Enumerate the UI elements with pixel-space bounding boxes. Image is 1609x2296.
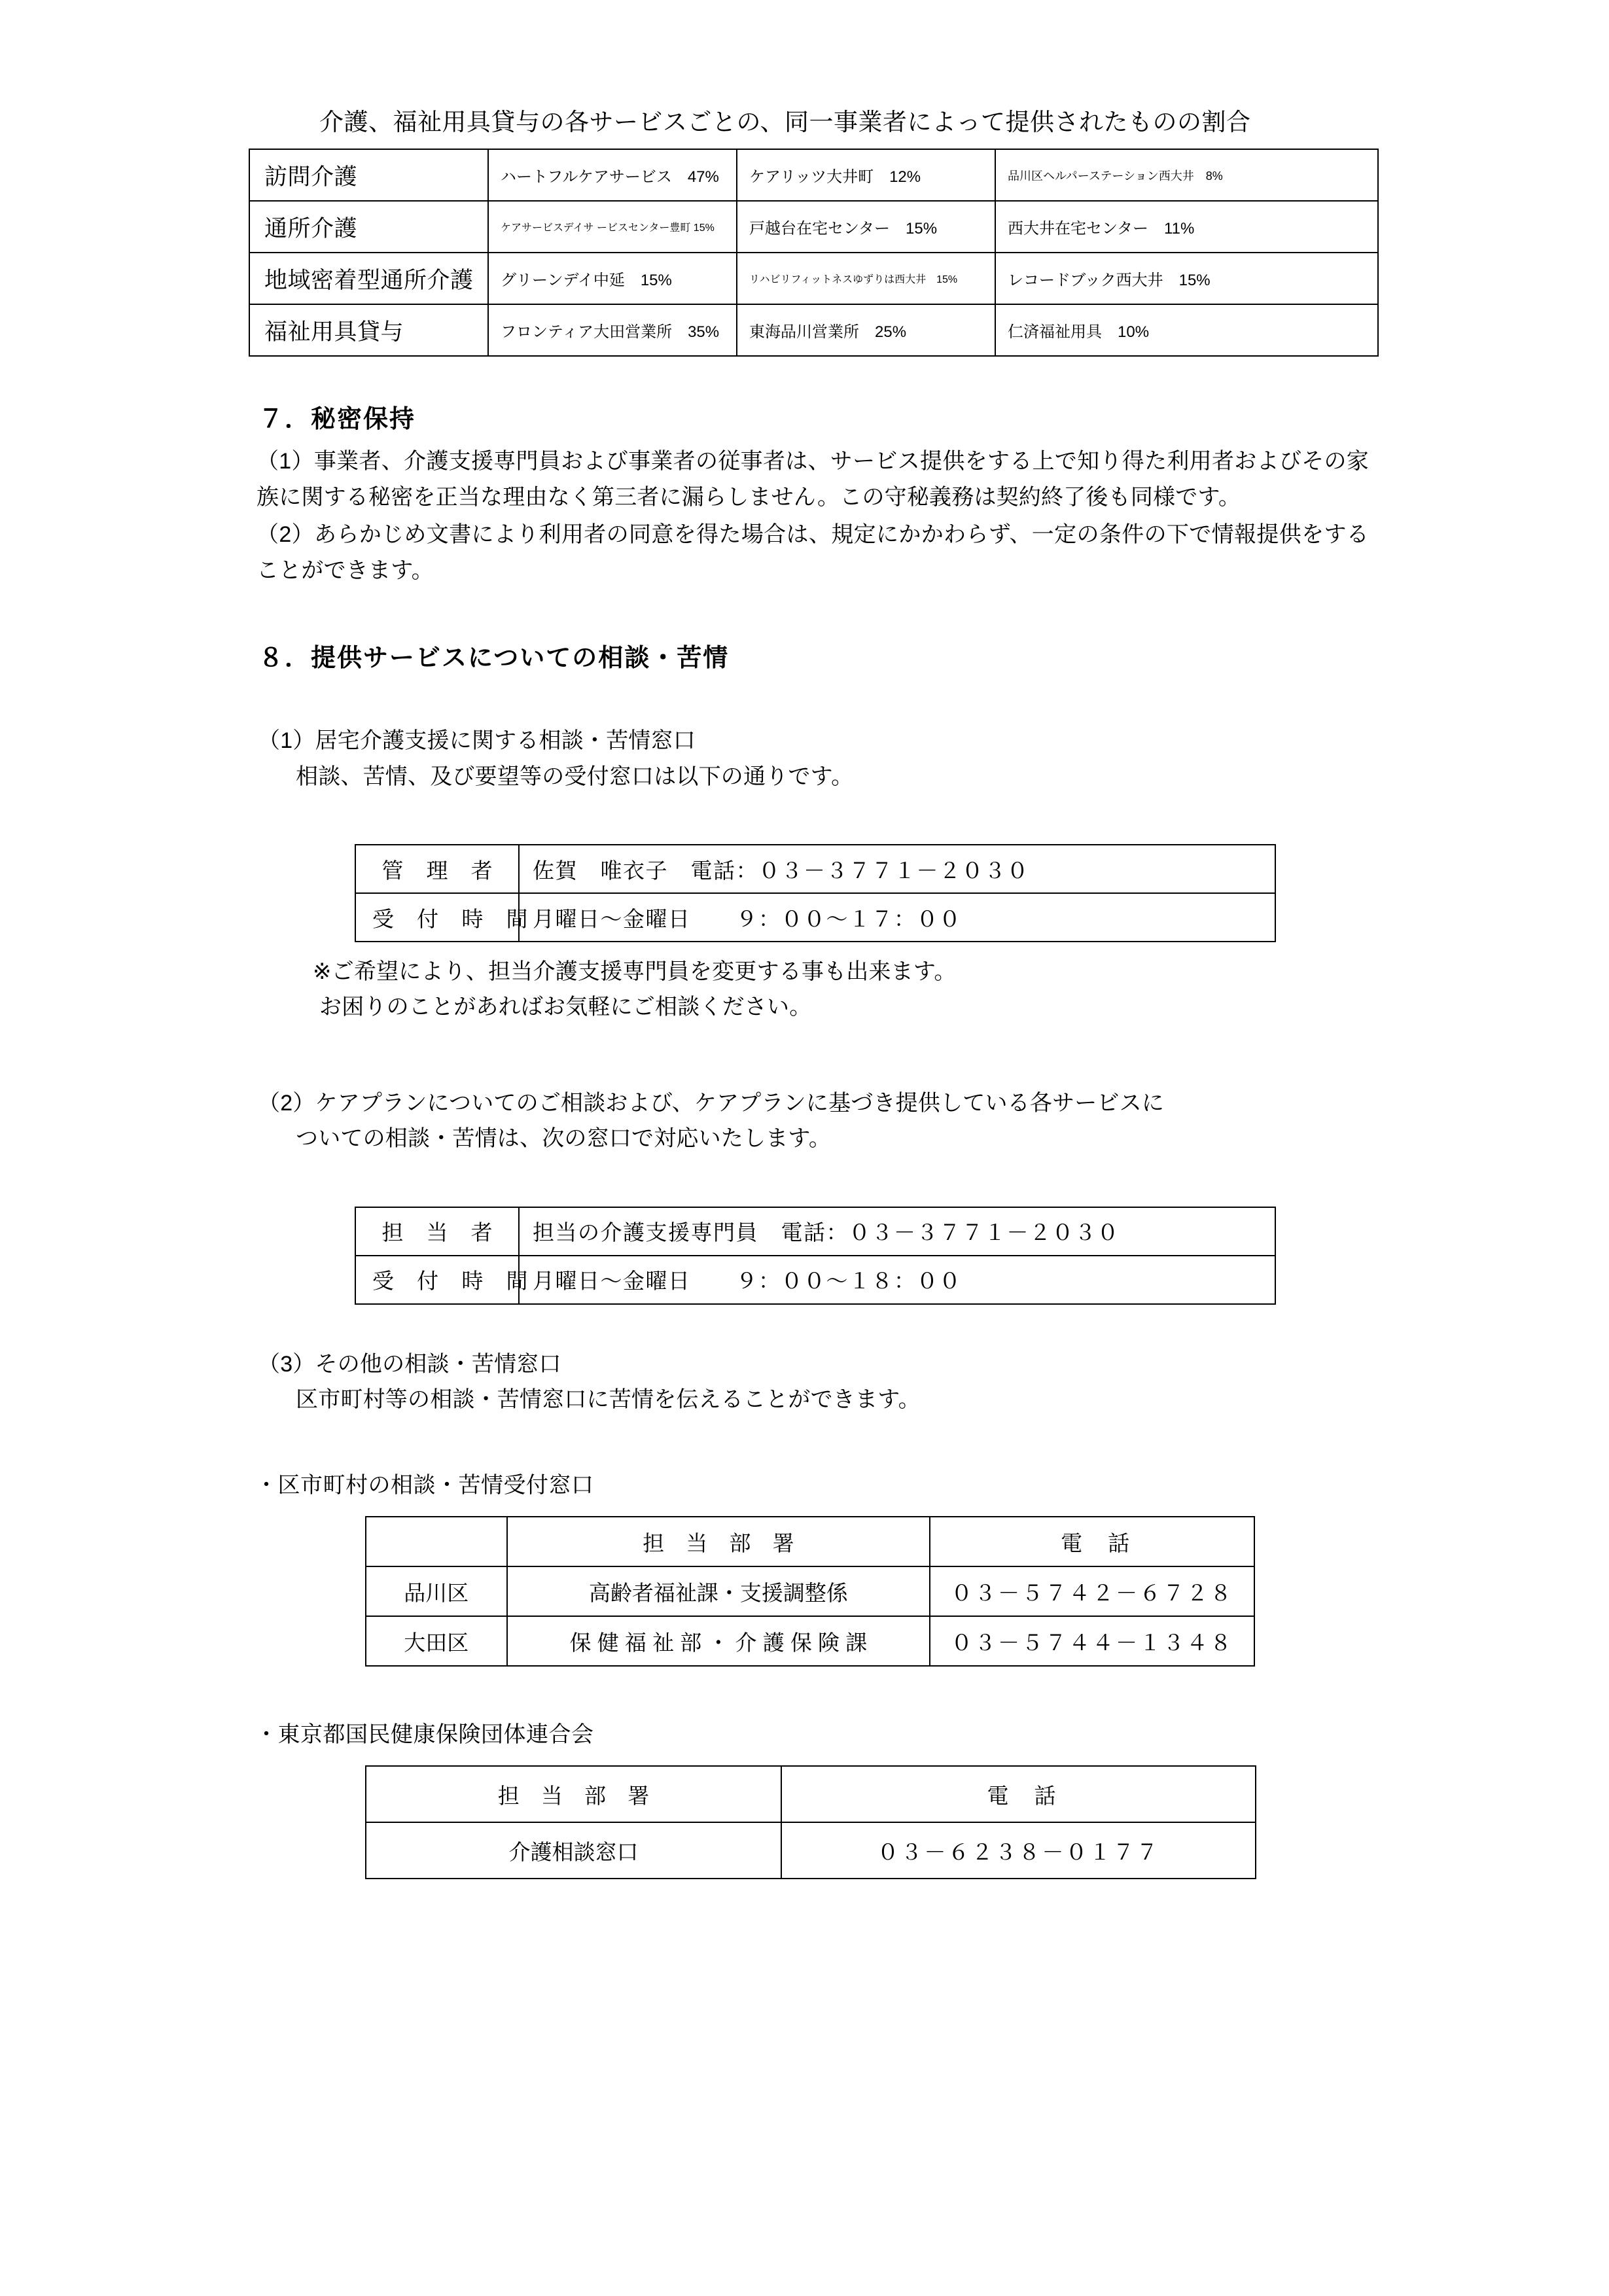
section-8-item-3-lead: 区市町村等の相談・苦情窓口に苦情を伝えることができます。 (296, 1387, 921, 1413)
section-8-item-1-note-1: ※ご希望により、担当介護支援専門員を変更する事も出来ます。 (313, 959, 957, 985)
municipality-telephone: ０３－５７４２－６７２８ (930, 1566, 1254, 1616)
document-content (249, 0, 1374, 1879)
table-row (366, 1616, 1254, 1666)
service-name-cell: 訪問介護 (249, 149, 488, 201)
federation-telephone: ０３－６２３８－０１７７ (781, 1822, 1256, 1879)
municipality-name: 品川区 (366, 1566, 507, 1616)
provider-cell: 西大井在宅センター 11% (995, 201, 1378, 253)
federation-department: 介護相談窓口 (366, 1822, 781, 1879)
municipality-bullet-label: ・区市町村の相談・苦情受付窓口 (255, 1473, 594, 1498)
section-8-item-2-line-1: （2）ケアプランについてのご相談および、ケアプランに基づき提供している各サービスに (258, 1090, 1165, 1116)
provider-cell: ケアサービスデイサ ービスセンター豊町 15% (488, 201, 737, 253)
provider-cell: 戸越台在宅センター 15% (737, 201, 995, 253)
table-header-row (366, 1766, 1256, 1822)
contact-label: 担 当 者 (355, 1207, 519, 1256)
contact-value: 担当の介護支援専門員 電話：０３－３７７１－２０３０ (519, 1207, 1275, 1256)
service-name-cell: 通所介護 (249, 201, 488, 253)
contact-value: 月曜日～金曜日 ９：００～１７：００ (519, 893, 1275, 942)
column-header-telephone: 電 話 (781, 1766, 1256, 1822)
table-row (249, 304, 1378, 356)
manager-contact-table (355, 844, 1276, 942)
table-row (355, 845, 1275, 893)
contact-value: 月曜日～金曜日 ９：００～１８：００ (519, 1256, 1275, 1304)
ratio-table-title: 介護、福祉用具貸与の各サービスごとの、同一事業者によって提供されたものの割合 (319, 109, 1251, 135)
provider-cell: グリーンデイ中延 15% (488, 253, 737, 304)
municipality-department: 保 健 福 祉 部 ・ 介 護 保 険 課 (507, 1616, 930, 1666)
contact-label: 受 付 時 間 (355, 893, 519, 942)
table-row (249, 149, 1378, 201)
provider-cell: レコードブック西大井 15% (995, 253, 1378, 304)
section-8-item-2-line-2: ついての相談・苦情は、次の窓口で対応いたします。 (296, 1126, 832, 1152)
service-name-cell: 福祉用具貸与 (249, 304, 488, 356)
section-7-heading: ７．秘密保持 (258, 406, 416, 433)
section-8-heading: ８．提供サービスについての相談・苦情 (258, 645, 730, 673)
provider-cell: 品川区ヘルパーステーション西大井 8% (995, 149, 1378, 201)
table-row (366, 1822, 1256, 1879)
table-row (249, 253, 1378, 304)
provider-cell: 仁済福祉用具 10% (995, 304, 1378, 356)
column-header-department: 担 当 部 署 (366, 1766, 781, 1822)
table-row (355, 1256, 1275, 1304)
provider-cell: 東海品川営業所 25% (737, 304, 995, 356)
section-8-item-1-lead: 相談、苦情、及び要望等の受付窓口は以下の通りです。 (296, 764, 854, 789)
table-row (366, 1566, 1254, 1616)
column-header-blank (366, 1517, 507, 1566)
table-row (355, 1207, 1275, 1256)
provider-cell: ハートフルケアサービス 47% (488, 149, 737, 201)
table-row (355, 893, 1275, 942)
federation-contact-table (365, 1765, 1256, 1879)
contact-label: 受 付 時 間 (355, 1256, 519, 1304)
column-header-telephone: 電 話 (930, 1517, 1254, 1566)
municipality-department: 高齢者福祉課・支援調整係 (507, 1566, 930, 1616)
section-8-item-1-title: （1）居宅介護支援に関する相談・苦情窓口 (258, 728, 696, 754)
contact-label: 管 理 者 (355, 845, 519, 893)
table-row (249, 201, 1378, 253)
provider-cell: リハビリフィットネスゆずりは西大井 15% (737, 253, 995, 304)
section-7-item-1: （1）事業者、介護支援専門員および事業者の従事者は、サービス提供をする上で知り得た利用者およびその家族に関する秘密を正当な理由なく第三者に漏らしません。この守秘義務は契約終了後も同様です。 (256, 449, 1369, 510)
municipality-name: 大田区 (366, 1616, 507, 1666)
provider-cell: ケアリッツ大井町 12% (737, 149, 995, 201)
provider-cell: フロンティア大田営業所 35% (488, 304, 737, 356)
table-header-row (366, 1517, 1254, 1566)
careplan-contact-table (355, 1207, 1276, 1305)
column-header-department: 担 当 部 署 (507, 1517, 930, 1566)
section-8-item-1-note-2: お困りのことがあればお気軽にご相談ください。 (319, 995, 812, 1020)
provider-ratio-table (249, 149, 1379, 357)
contact-value: 佐賀 唯衣子 電話：０３－３７７１－２０３０ (519, 845, 1275, 893)
federation-bullet-label: ・東京都国民健康保険団体連合会 (255, 1722, 594, 1748)
municipality-contact-table (365, 1516, 1255, 1667)
service-name-cell: 地域密着型通所介護 (249, 253, 488, 304)
section-8-item-3-title: （3）その他の相談・苦情窓口 (258, 1351, 561, 1377)
municipality-telephone: ０３－５７４４－１３４８ (930, 1616, 1254, 1666)
section-7-item-2: （2）あらかじめ文書により利用者の同意を得た場合は、規定にかかわらず、一定の条件の下で情報提供をすることができます。 (256, 522, 1369, 584)
